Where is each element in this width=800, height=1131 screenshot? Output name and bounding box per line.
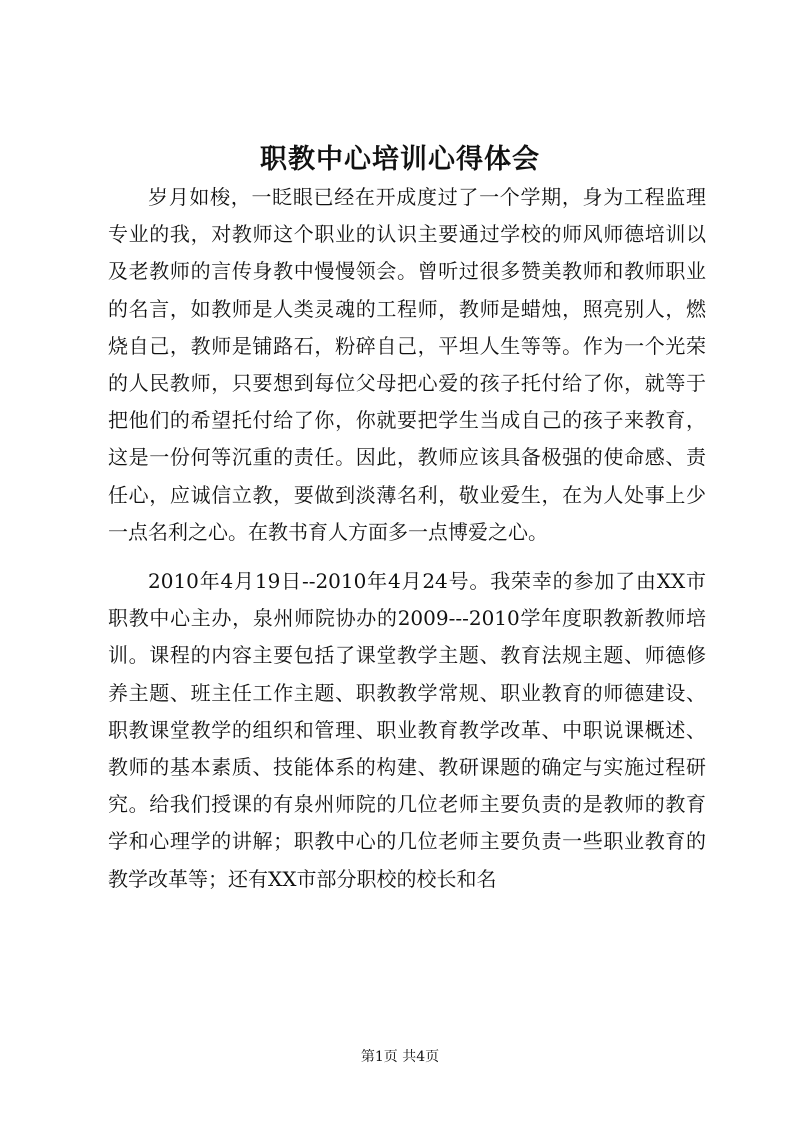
- page-indicator: 第1页 共4页: [360, 1049, 440, 1065]
- paragraph-2: 2010年4月19日--2010年4月24号。我荣幸的参加了由XX市职教中心主办，泉州师院协办的2009---2010学年度职教新教师培训。课程的内容主要包括了课堂教学主题、教育法规主题、师德修养主题、班主任工作主题、职教教学常规、职业教育的师德建设、职教课堂教学的组织和管理、职业教育教学改革、中职说课概述、教师的基本素质、技能体系的构建、教研课题的确定与实施过程研究。给我们授课的有泉州师院的几位老师主要负责的是教师的教育学和心理学的讲解；职教中心的几位老师主要负责一些职业教育的教学改革等；还有XX市部分职校的校长和名: [108, 569, 706, 891]
- document-body: [108, 179, 706, 898]
- document-title: 职教中心培训心得体会: [260, 144, 540, 175]
- paragraph-1: 岁月如梭，一眨眼已经在开成度过了一个学期，身为工程监理专业的我，对教师这个职业的认识主要通过学校的师风师德培训以及老教师的言传身教中慢慢领会。曾听过很多赞美教师和教师职业的名言，如教师是人类灵魂的工程师，教师是蜡烛，照亮别人，燃烧自己，教师是铺路石，粉碎自己，平坦人生等等。作为一个光荣的人民教师，只要想到每位父母把心爱的孩子托付给了你，就等于把他们的希望托付给了你，你就要把学生当成自己的孩子来教育，这是一份何等沉重的责任。因此，教师应该具备极强的使命感、责任心，应诚信立教，要做到淡薄名利，敬业爱生，在为人处事上少一点名利之心。在教书育人方面多一点博爱之心。: [108, 185, 706, 544]
